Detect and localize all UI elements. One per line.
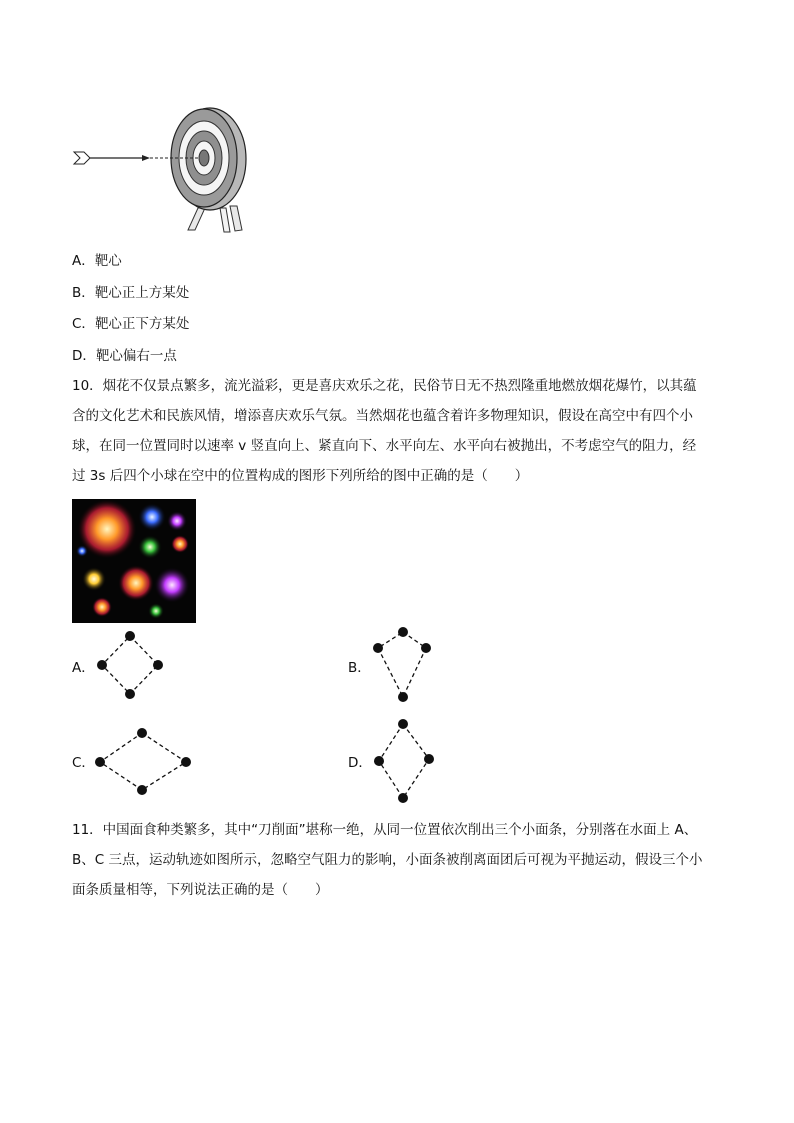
option-letter: D． <box>72 348 96 364</box>
fireworks-image <box>72 499 196 623</box>
q9-option-c <box>72 315 189 333</box>
q10-choice-d-figure <box>366 712 446 808</box>
q10-choice-c-figure <box>88 722 198 802</box>
q10-choice-b-label: B． <box>348 660 371 676</box>
q10-choice-b-figure <box>366 622 446 706</box>
option-text: 靶心偏右一点 <box>95 348 177 364</box>
q9-option-d <box>72 347 177 365</box>
q11-line: 面条质量相等，下列说法正确的是（ ） <box>72 882 329 898</box>
q11-line: 11．中国面食种类繁多，其中“刀削面”堪称一绝，从同一位置依次削出三个小面条，分别落在水面上 A、 <box>72 822 698 838</box>
q10-choice-a-figure <box>90 625 170 705</box>
option-text: 靶心 <box>94 253 122 269</box>
q10-line: 10．烟花不仅景点繁多，流光溢彩，更是喜庆欢乐之花，民俗节日无不热烈隆重地燃放烟花爆竹，以其蕴 <box>72 378 697 394</box>
option-letter: B． <box>72 285 95 301</box>
option-text: 靶心正上方某处 <box>94 285 190 301</box>
q9-option-b <box>72 284 189 302</box>
q9-option-a <box>72 252 122 270</box>
option-letter: C． <box>72 316 95 332</box>
option-letter: A． <box>72 253 95 269</box>
archery-target-figure <box>70 100 270 240</box>
q10-question <box>72 371 722 491</box>
option-text: 靶心正下方某处 <box>94 316 190 332</box>
q11-question <box>72 815 722 905</box>
q10-choice-c-label: C． <box>72 755 95 771</box>
q10-line: 过 3s 后四个小球在空中的位置构成的图形下列所给的图中正确的是（ ） <box>72 468 529 484</box>
q10-choice-d-label: D． <box>348 755 372 771</box>
bullseye <box>199 150 209 166</box>
q10-line: 含的文化艺术和民族风情，增添喜庆欢乐气氛。当然烟花也蕴含着许多物理知识，假设在高空中有四个小 <box>72 408 693 424</box>
q11-line: B、C 三点，运动轨迹如图所示，忽略空气阻力的影响，小面条被削离面团后可视为平抛运动，假设三个小 <box>72 852 703 868</box>
q10-choice-a-label: A． <box>72 660 95 676</box>
q10-line: 球，在同一位置同时以速率 v 竖直向上、紧直向下、水平向左、水平向右被抛出，不考虑空气的阻力，经 <box>72 438 697 454</box>
